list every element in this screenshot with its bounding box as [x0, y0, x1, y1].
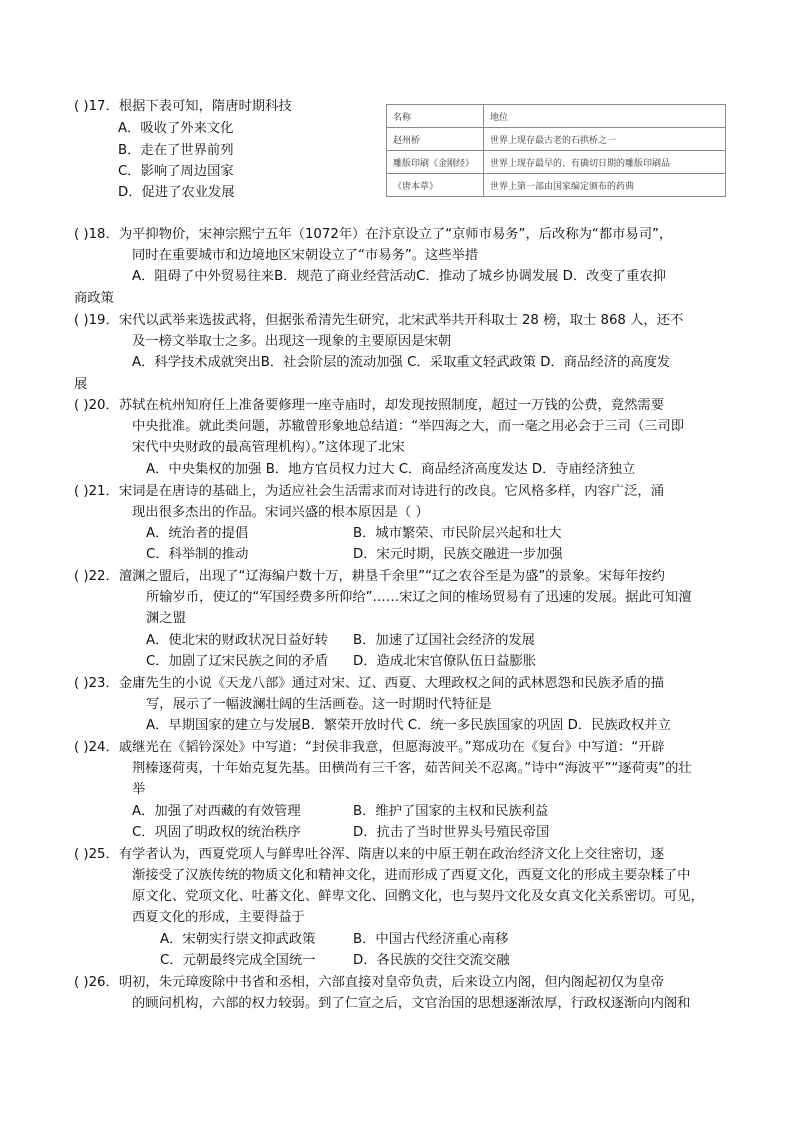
question-19-options: A．科学技术成就突出B．社会阶层的流动加强 C．采取重文轻武政策 D．商品经济的高度发: [132, 355, 671, 370]
question-21-option-a: A．统治者的提倡: [146, 526, 249, 541]
question-21-option-d: D．宋元时期，民族交融进一步加强: [353, 547, 563, 562]
question-18-options: A．阻碍了中外贸易往来B．规范了商业经营活动C．推动了城乡协调发展 D．改变了重农抑: [132, 269, 666, 284]
question-24-stem: ( )24．戚继光在《韬钤深处》中写道：“封侯非我意，但愿海波平。”郑成功在《复台》中写道：“开辟: [74, 740, 665, 755]
question-22-option-d: D．造成北宋官僚队伍日益膨胀: [353, 654, 537, 669]
question-22-option-a: A．使北宋的财政状况日益好转: [146, 633, 328, 648]
question-22-option-c: C．加剧了辽宋民族之间的矛盾: [146, 654, 329, 669]
question-25-option-c: C．元朝最终完成全国统一: [160, 953, 316, 968]
question-24-option-c: C．巩固了明政权的统治秩序: [132, 825, 301, 840]
question-26-stem-cont: 的顾问机构，六部的权力较弱。到了仁宣之后，文官治国的思想逐渐浓厚，行政权逐渐向内阁和: [132, 996, 691, 1011]
question-25-stem: ( )25．有学者认为，西夏党项人与鲜卑吐谷浑、隋唐以来的中原王朝在政治经济文化上交往密切，逐: [74, 847, 664, 862]
question-26-stem: ( )26．明初，朱元璋废除中书省和丞相，六部直接对皇帝负责，后来设立内阁，但内阁起初仅为皇帝: [74, 975, 664, 990]
table-header-row: [387, 105, 726, 128]
question-19-stem: ( )19．宋代以武举来选拔武将，但据张希清先生研究，北宋武举共开科取士 28 榜，取士 868 人，还不: [74, 313, 684, 328]
question-24-option-b: B．维护了国家的主权和民族利益: [353, 804, 549, 819]
question-20-stem: ( )20．苏轼在杭州知府任上准备要修理一座寺庙时，却发现按照制度，超过一万钱的公费，竟然需要: [74, 398, 664, 413]
table-cell: 赵州桥: [387, 128, 484, 151]
question-23-options: A．早期国家的建立与发展B．繁荣开放时代 C．统一多民族国家的巩固 D．民族政权并立: [146, 718, 671, 733]
question-21-option-b: B．城市繁荣、市民阶层兴起和壮大: [353, 526, 562, 541]
table-cell: 世界上第一部由国家编定颁布的药典: [484, 174, 726, 197]
question-20-options: A．中央集权的加强 B．地方官员权力过大 C．商品经济高度发达 D．寺庙经济独立: [146, 462, 636, 477]
table-header-cell: 地位: [484, 105, 726, 128]
table-cell: 《唐本草》: [387, 174, 484, 197]
question-17-option-a: A．吸收了外来文化: [118, 121, 234, 136]
table-header-cell: 名称: [387, 105, 484, 128]
question-24-option-d: D．抗击了当时世界头号殖民帝国: [353, 825, 550, 840]
question-25-option-b: B．中国古代经济重心南移: [353, 932, 509, 947]
question-25-stem-cont: 渐接受了汉族传统的物质文化和精神文化，进而形成了西夏文化，西夏文化的形成主要杂糅了中: [132, 868, 691, 883]
question-25-option-d: D．各民族的交往交流交融: [353, 953, 510, 968]
table-row: [387, 128, 726, 151]
table-row: [387, 174, 726, 197]
question-22-stem-cont: 所输岁币，使辽的“军国经费多所仰给”……宋辽之间的榷场贸易有了迅速的发展。据此可知澶: [146, 590, 692, 605]
tech-achievements-table: [386, 104, 726, 197]
question-18-options-cont: 商政策: [74, 291, 114, 306]
question-18-stem-cont: 同时在重要城市和边境地区宋朝设立了“市易务”。这些举措: [132, 248, 479, 263]
question-17-option-b: B．走在了世界前列: [118, 143, 234, 158]
question-24-option-a: A．加强了对西藏的有效管理: [132, 804, 301, 819]
question-17-stem: ( )17．根据下表可知，隋唐时期科技: [74, 99, 292, 114]
question-23-stem-cont: 写，展示了一幅波澜壮阔的生活画卷。这一时期时代特征是: [146, 697, 492, 712]
question-21-stem: ( )21．宋词是在唐诗的基础上，为适应社会生活需求而对诗进行的改良。它风格多样，内容广泛，涌: [74, 484, 664, 499]
question-24-stem-cont: 荆榛逐荷夷，十年始克复先基。田横尚有三千客，茹苦间关不忍离。”诗中“海波平”“逐荷夷”的壮: [132, 761, 692, 776]
question-24-stem-cont: 举: [132, 782, 146, 797]
table-row: [387, 151, 726, 174]
question-25-stem-cont: 原文化、党项文化、吐蕃文化、鲜卑文化、回鹘文化，也与契丹文化及女真文化关系密切。可见，: [132, 889, 704, 904]
table-cell: 世界上现存最古老的石拱桥之一: [484, 128, 726, 151]
question-17-option-d: D．促进了农业发展: [118, 185, 235, 200]
question-21-stem-cont: 现出很多杰出的作品。宋词兴盛的根本原因是（ ）: [132, 505, 429, 520]
question-22-option-b: B．加速了辽国社会经济的发展: [353, 633, 535, 648]
question-25-option-a: A．宋朝实行崇文抑武政策: [160, 932, 316, 947]
question-25-stem-cont: 西夏文化的形成，主要得益于: [132, 910, 305, 925]
table-cell: 世界上现存最早的、有确切日期的雕版印刷品: [484, 151, 726, 174]
question-19-options-cont: 展: [74, 377, 88, 392]
question-23-stem: ( )23．金庸先生的小说《天龙八部》通过对宋、辽、西夏、大理政权之间的武林恩怨和民族矛盾的描: [74, 676, 664, 691]
question-20-stem-cont: 宋代中央财政的最高管理机构）。”这体现了北宋: [132, 440, 405, 455]
question-18-stem: ( )18．为平抑物价，宋神宗熙宁五年（1072年）在汴京设立了“京师市易务”，后改称为“都市易司”，: [74, 227, 673, 242]
question-17-option-c: C．影响了周边国家: [118, 164, 234, 179]
question-22-stem-cont: 渊之盟: [146, 611, 186, 626]
table-cell: 雕版印刷《金刚经》: [387, 151, 484, 174]
question-19-stem-cont: 及一榜文举取士之多。出现这一现象的主要原因是宋朝: [132, 334, 452, 349]
question-20-stem-cont: 中央批准。就此类问题，苏辙曾形象地总结道：“举四海之大，而一毫之用必会于三司（三司即: [132, 419, 685, 434]
question-22-stem: ( )22．澶渊之盟后，出现了“辽海编户数十万，耕垦千余里”“辽之农谷至是为盛”的景象。宋每年按约: [74, 569, 665, 584]
question-21-option-c: C．科举制的推动: [146, 547, 249, 562]
